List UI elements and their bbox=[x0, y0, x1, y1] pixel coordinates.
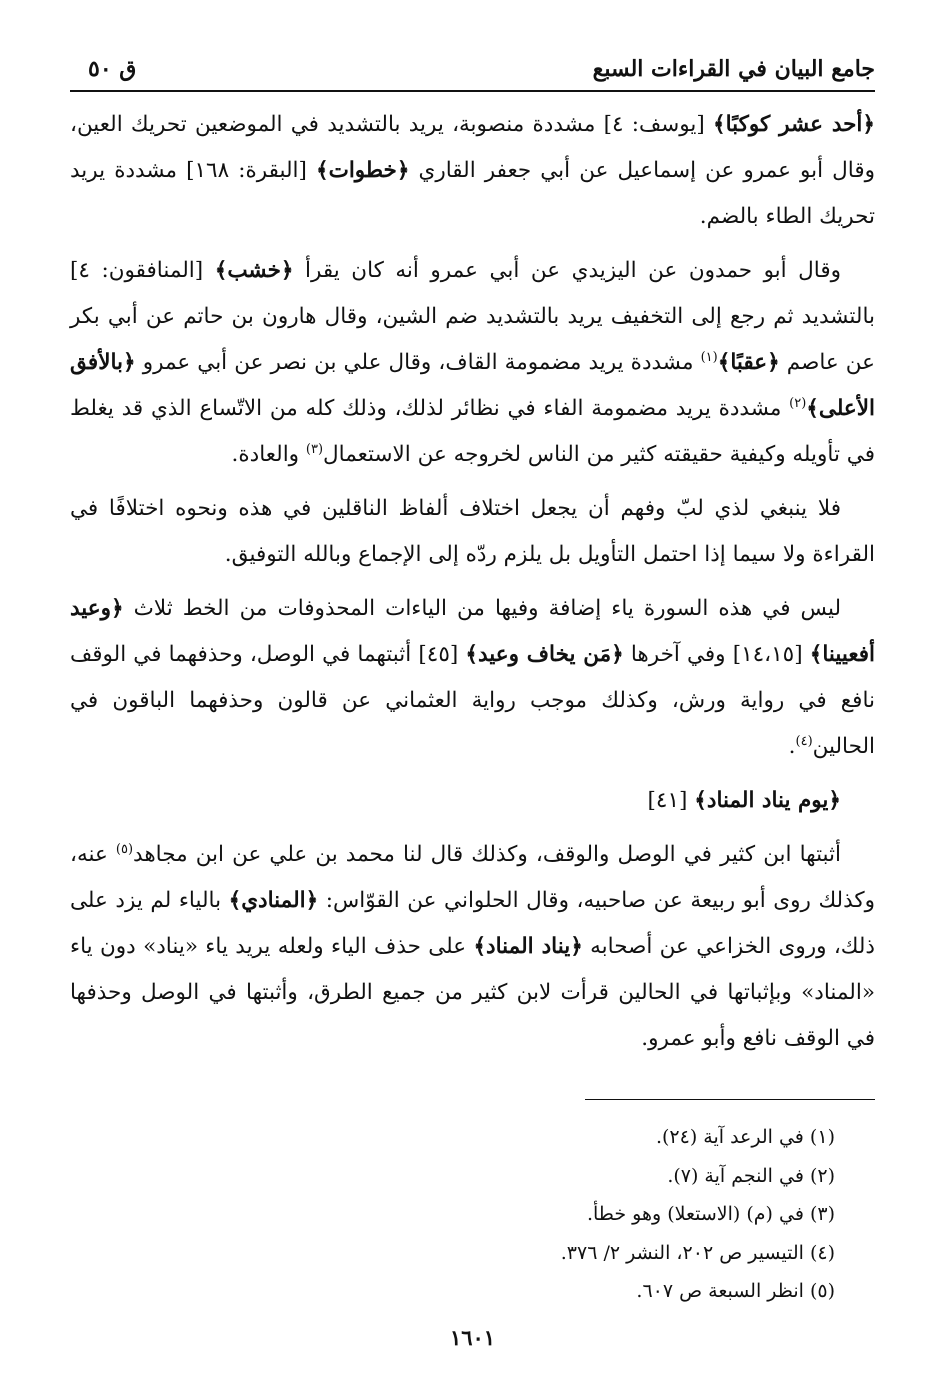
footnote-marker: (٢) bbox=[789, 395, 807, 411]
running-header bbox=[70, 50, 875, 92]
footnote-divider bbox=[585, 1099, 875, 1100]
text-run: [١٤،١٥] وفي آخرها bbox=[623, 642, 810, 667]
quran-quote: ﴿خشب﴾ bbox=[214, 258, 294, 283]
text-run: أثبتها ابن كثير في الوصل والوقف، وكذلك قال لنا محمد بن علي عن ابن مجاهد bbox=[133, 842, 841, 867]
verse-number: [٤١] bbox=[647, 788, 695, 813]
text-run: مشددة يريد مضمومة القاف، وقال علي بن نصر عن أبي عمرو bbox=[135, 350, 701, 375]
footnote-2: (٢) في النجم آية (٧). bbox=[667, 1164, 835, 1187]
quran-quote: ﴿بالأفق الأعلى﴾ bbox=[70, 350, 875, 421]
quran-quote: ﴿عقبًا﴾ bbox=[717, 350, 780, 375]
quran-quote: ﴿المنادي﴾ bbox=[228, 888, 319, 913]
quran-quote: ﴿يناد المناد﴾ bbox=[473, 934, 583, 959]
text-run: بالياء لم يزد على ذلك، وروى الخزاعي عن أصحابه bbox=[70, 888, 876, 959]
text-run: . bbox=[788, 734, 796, 759]
verse-heading bbox=[70, 778, 875, 824]
text-run: [٤٥] أثبتهما في الوصل، وحذفهما في الوقف نافع في رواية ورش، وكذلك موجب رواية العثماني عن قالون وحذفهما الباقون في الحالين bbox=[70, 642, 875, 759]
quran-quote: ﴿يوم يناد المناد﴾ bbox=[694, 788, 841, 813]
text-run: [يوسف: ٤] مشددة منصوبة، يريد بالتشديد في الموضعين تحريك العين، وقال أبو عمرو عن إسماعيل عن أبي جعفر القاري bbox=[70, 112, 875, 183]
text-run: فلا ينبغي لذي لبّ وفهم أن يجعل اختلاف ألفاظ الناقلين في هذه ونحوه اختلافًا في القراءة ولا سيما إذا احتمل التأويل بل يلزم ردّه إلى الإجماع وبالله التوفيق. bbox=[70, 496, 875, 567]
manuscript-reference: ق ٥٠ bbox=[88, 56, 137, 82]
text-run: والعادة. bbox=[231, 442, 306, 467]
paragraph-3 bbox=[70, 486, 875, 578]
paragraph-5 bbox=[70, 832, 875, 1062]
quran-quote: ﴿مَن يخاف وعيد﴾ bbox=[465, 642, 624, 667]
text-run: على حذف الياء ولعله يريد ياء «يناد» دون ياء «المناد» وبإثباتها في الحالين قرأت لابن كثير من جميع الطرق، وأثبتها في الوصل وحذفها في الوقف نافع وأبو عمرو. bbox=[70, 934, 875, 1051]
footnote-marker: (٤) bbox=[795, 733, 813, 749]
paragraph-4 bbox=[70, 586, 875, 770]
quran-quote: ﴿خطوات﴾ bbox=[315, 158, 410, 183]
footnote-marker: (١) bbox=[700, 349, 718, 365]
footnote-4: (٤) التيسير ص ٢٠٢، النشر ٢/ ٣٧٦. bbox=[560, 1241, 835, 1264]
paragraph-1 bbox=[70, 102, 875, 240]
paragraph-2 bbox=[70, 248, 875, 478]
footnote-5: (٥) انظر السبعة ص ٦٠٧. bbox=[636, 1280, 835, 1302]
text-run: ليس في هذه السورة ياء إضافة وفيها من الياءات المحذوفات من الخط ثلاث bbox=[123, 596, 841, 621]
text-run: وقال أبو حمدون عن اليزيدي عن أبي عمرو أنه كان يقرأ bbox=[293, 258, 842, 283]
footnotes bbox=[561, 1118, 835, 1311]
text-run: مشددة يريد مضمومة الفاء في نظائر لذلك، وذلك كله من الاتّساع الذي قد يغلط في تأويله وكيفية حقيقته كثير من الناس لخروجه عن الاستعمال bbox=[70, 396, 875, 467]
footnote-1: (١) في الرعد آية (٢٤). bbox=[655, 1126, 835, 1148]
footnote-marker: (٥) bbox=[115, 841, 134, 857]
quran-quote: ﴿وعيد أفعيينا﴾ bbox=[70, 596, 875, 667]
quran-quote: ﴿أحد عشر كوكبًا﴾ bbox=[713, 112, 875, 137]
text-run: [المنافقون: ٤] بالتشديد ثم رجع إلى التخفيف يريد بالتشديد ضم الشين، وقال هارون بن حاتم عن أبي بكر عن عاصم bbox=[70, 258, 875, 375]
text-run: عنه، وكذلك روى أبو ربيعة عن صاحبيه، وقال الحلواني عن القوّاس: bbox=[70, 842, 876, 913]
footnote-marker: (٣) bbox=[305, 441, 324, 457]
book-page bbox=[70, 40, 875, 1360]
page-number: ١٦٠١ bbox=[449, 1325, 496, 1350]
footnote-3: (٣) في (م) (الاستعلا) وهو خطأ. bbox=[586, 1203, 835, 1225]
main-text bbox=[70, 102, 875, 1070]
book-title: جامع البيان في القراءات السبع bbox=[592, 56, 875, 82]
text-run: [البقرة: ١٦٨] مشددة يريد تحريك الطاء بالضم. bbox=[70, 158, 875, 229]
